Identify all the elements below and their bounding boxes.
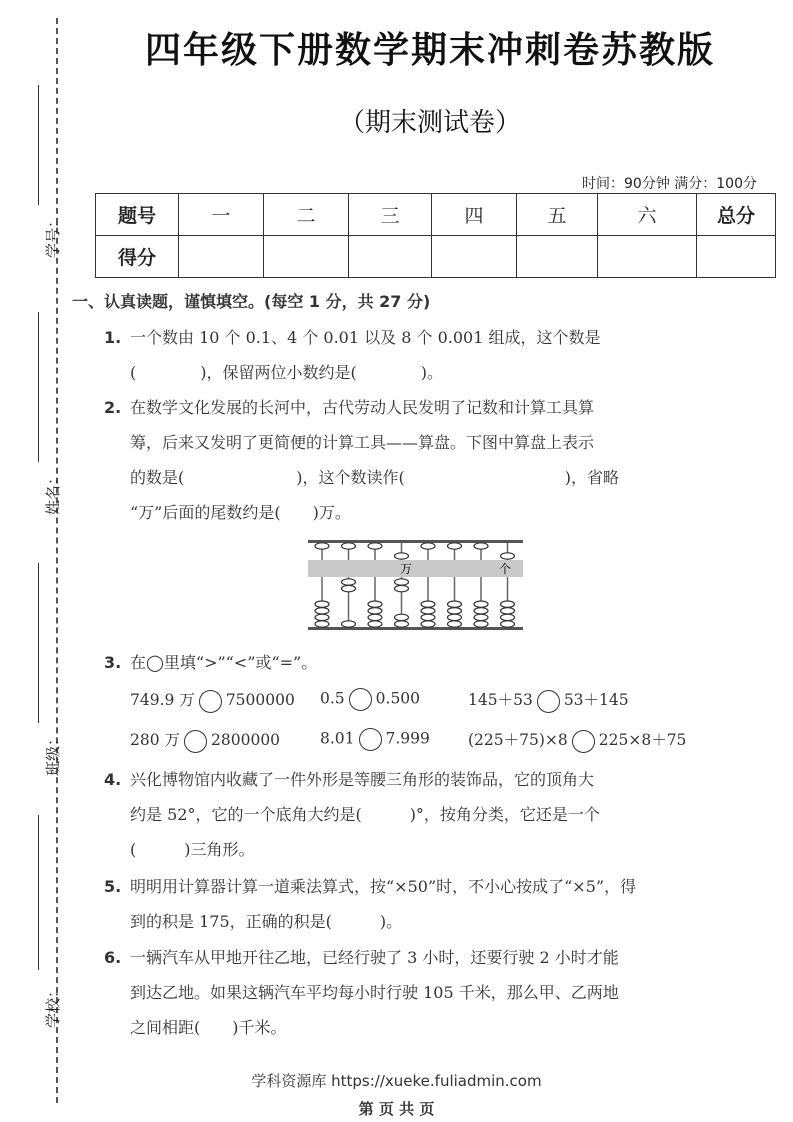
header-cell: 六: [598, 194, 697, 236]
compare-left: 0.5: [320, 689, 345, 708]
compare-item: [468, 728, 686, 753]
compare-circle[interactable]: [184, 730, 207, 753]
abacus-lower-bead: [395, 579, 409, 585]
abacus-lower-bead: [421, 614, 435, 620]
score-cell[interactable]: [598, 236, 697, 278]
question-number: 5.: [104, 877, 122, 896]
abacus-figure: [308, 538, 523, 633]
abacus-upper-bead: [342, 543, 356, 549]
abacus-lower-bead: [448, 601, 462, 607]
header-cell: 四: [432, 194, 517, 236]
abacus-lower-bead: [368, 601, 382, 607]
score-row: [96, 236, 776, 278]
abacus-top-frame: [308, 540, 523, 543]
score-row-label: 得分: [96, 236, 179, 278]
source-footer: 学科资源库 https://xueke.fuliadmin.com: [251, 1072, 542, 1090]
question-text: 之间相距( )千米。: [130, 1018, 287, 1037]
compare-left: 145＋53: [468, 691, 533, 709]
abacus-upper-bead: [474, 543, 488, 549]
question-number: 1.: [104, 328, 122, 347]
question-text: 在◯里填“>”“<”或“=”。: [130, 653, 318, 672]
abacus-lower-bead: [342, 621, 356, 627]
compare-circle[interactable]: [572, 730, 595, 753]
abacus-lower-bead: [421, 601, 435, 607]
abacus-lower-bead: [501, 614, 515, 620]
header-cell: 五: [517, 194, 598, 236]
abacus-lower-bead: [448, 614, 462, 620]
question-number: 6.: [104, 948, 122, 967]
compare-right: 53＋145: [563, 691, 629, 709]
abacus-lower-bead: [395, 614, 409, 620]
question-text: 到的积是 175，正确的积是( )。: [130, 912, 403, 931]
abacus-lower-bead: [368, 621, 382, 627]
binding-margin: [0, 0, 70, 1122]
abacus-lower-bead: [315, 614, 329, 620]
question-2: [104, 390, 709, 530]
abacus-lower-bead: [501, 621, 515, 627]
score-table: [95, 193, 776, 278]
abacus-label-wan: 万: [400, 562, 413, 576]
abacus-lower-bead: [474, 614, 488, 620]
name-field[interactable]: [14, 312, 63, 522]
compare-item: [468, 688, 629, 713]
header-cell: 二: [264, 194, 349, 236]
question-1: [104, 320, 709, 390]
section-heading: 一、认真读题，谨慎填空。(每空 1 分，共 27 分): [72, 292, 431, 311]
compare-right: 0.500: [375, 689, 421, 708]
abacus-lower-bead: [501, 601, 515, 607]
abacus-lower-bead: [315, 621, 329, 627]
compare-left: 8.01: [320, 729, 355, 748]
abacus-upper-bead: [395, 553, 409, 559]
abacus-lower-bead: [421, 621, 435, 627]
header-cell: 一: [179, 194, 264, 236]
question-text: 到达乙地。如果这辆汽车平均每小时行驶 105 千米，那么甲、乙两地: [130, 983, 619, 1002]
abacus-lower-bead: [448, 608, 462, 614]
compare-left: 749.9 万: [130, 691, 195, 709]
page-title: 四年级下册数学期末冲刺卷苏教版: [144, 30, 715, 71]
page-number: 第 页 共 页: [358, 1100, 435, 1118]
abacus-lower-bead: [474, 601, 488, 607]
score-cell[interactable]: [349, 236, 432, 278]
school-field[interactable]: [14, 815, 63, 1030]
abacus-lower-bead: [368, 614, 382, 620]
abacus-upper-bead: [421, 543, 435, 549]
question-number: 2.: [104, 398, 122, 417]
abacus-lower-bead: [474, 608, 488, 614]
cut-line: [56, 18, 58, 1103]
abacus-lower-bead: [501, 608, 515, 614]
abacus-lower-bead: [315, 608, 329, 614]
abacus-upper-bead: [315, 543, 329, 549]
question-text: 的数是( )，这个数读作( )，省略: [130, 468, 619, 487]
abacus-lower-bead: [315, 601, 329, 607]
abacus-bottom-frame: [308, 627, 523, 630]
compare-right: 225×8＋75: [598, 731, 687, 749]
abacus-lower-bead: [342, 579, 356, 585]
abacus-lower-bead: [474, 621, 488, 627]
abacus-upper-bead: [501, 553, 515, 559]
header-cell: 三: [349, 194, 432, 236]
header-cell: 题号: [96, 194, 179, 236]
abacus-label-ge: 个: [499, 562, 512, 576]
compare-item: [130, 688, 295, 713]
abacus-lower-bead: [395, 585, 409, 591]
score-cell[interactable]: [264, 236, 349, 278]
compare-right: 7.999: [385, 729, 430, 748]
page-subtitle: （期末测试卷）: [338, 108, 521, 138]
question-text: 在数学文化发展的长河中，古代劳动人民发明了记数和计算工具算: [130, 398, 595, 417]
abacus-beam: [308, 560, 523, 577]
question-text: 一辆汽车从甲地开往乙地，已经行驶了 3 小时，还要行驶 2 小时才能: [130, 948, 619, 967]
compare-circle[interactable]: [349, 688, 372, 711]
compare-right: 7500000: [225, 691, 295, 709]
abacus-upper-bead: [448, 543, 462, 549]
class-label: 班级：: [44, 730, 63, 777]
score-header-row: [96, 194, 776, 236]
question-text: 约是 52°，它的一个底角大约是( )°，按角分类，它还是一个: [130, 805, 600, 824]
score-cell[interactable]: [697, 236, 776, 278]
abacus-lower-bead: [342, 585, 356, 591]
question-text: ( )，保留两位小数约是( )。: [130, 363, 443, 382]
abacus-lower-bead: [421, 608, 435, 614]
abacus-lower-bead: [395, 621, 409, 627]
compare-left: 280 万: [130, 731, 181, 749]
student-id-label: 学号：: [44, 212, 63, 259]
score-cell[interactable]: [432, 236, 517, 278]
exam-meta: 时间：90分钟 满分：100分: [582, 176, 757, 192]
compare-item: [320, 688, 420, 711]
compare-left: (225＋75)×8: [468, 731, 568, 749]
question-text: 兴化博物馆内收藏了一件外形是等腰三角形的装饰品，它的顶角大: [130, 770, 595, 789]
question-5: [104, 869, 709, 939]
abacus-lower-bead: [368, 608, 382, 614]
compare-right: 2800000: [211, 731, 281, 749]
compare-item: [320, 728, 430, 751]
student-id-field[interactable]: [14, 85, 63, 275]
abacus-lower-bead: [448, 621, 462, 627]
question-text: “万”后面的尾数约是( )万。: [130, 503, 351, 522]
question-text: 明明用计算器计算一道乘法算式，按“×50”时，不小心按成了“×5”，得: [130, 877, 637, 896]
question-text: ( )三角形。: [130, 840, 255, 859]
compare-circle[interactable]: [537, 690, 560, 713]
compare-circle[interactable]: [359, 728, 382, 751]
score-cell[interactable]: [517, 236, 598, 278]
question-text: 筹，后来又发明了更简便的计算工具——算盘。下图中算盘上表示: [130, 433, 595, 452]
question-4: [104, 762, 709, 867]
name-label: 姓名：: [44, 469, 63, 516]
school-label: 学校：: [44, 982, 63, 1029]
question-number: 3.: [104, 653, 122, 672]
score-cell[interactable]: [179, 236, 264, 278]
question-number: 4.: [104, 770, 122, 789]
header-cell: 总分: [697, 194, 776, 236]
abacus-upper-bead: [368, 543, 382, 549]
compare-circle[interactable]: [199, 690, 222, 713]
question-3: [104, 645, 709, 680]
compare-item: [130, 728, 280, 753]
question-text: 一个数由 10 个 0.1、4 个 0.01 以及 8 个 0.001 组成，这个数是: [130, 328, 601, 347]
question-6: [104, 940, 709, 1045]
class-field[interactable]: [14, 563, 63, 777]
